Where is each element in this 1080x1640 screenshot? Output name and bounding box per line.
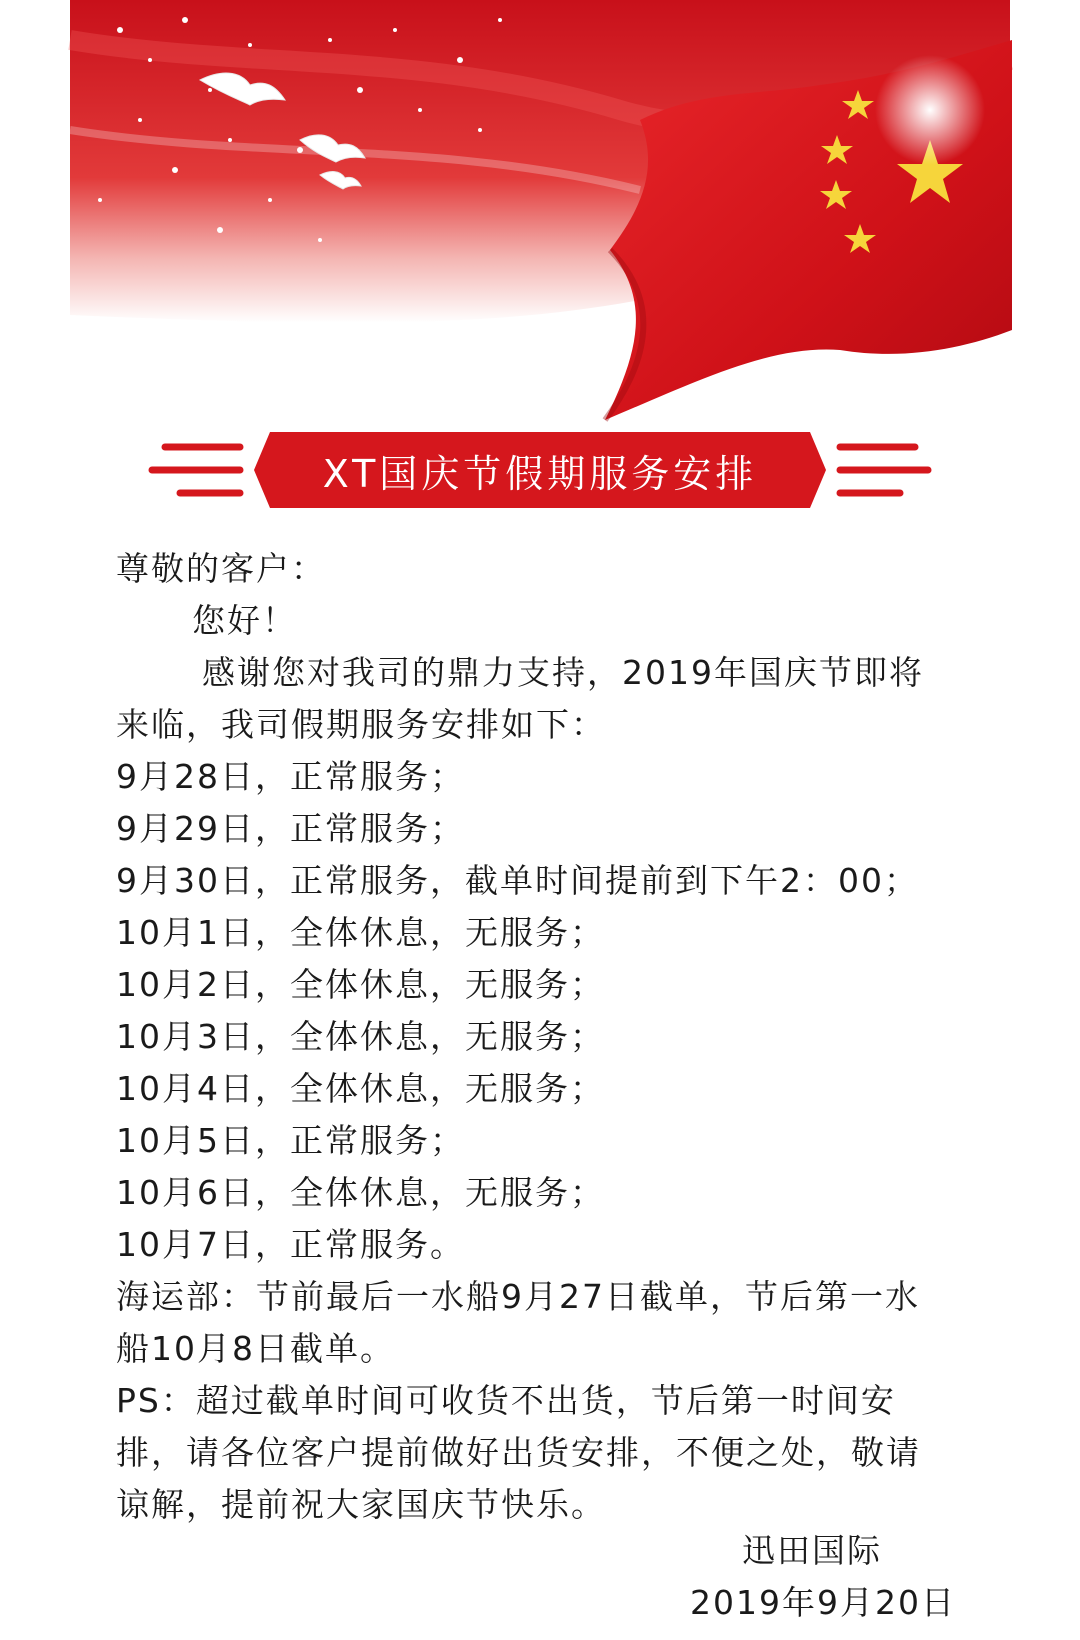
title-left-decoration <box>152 447 240 493</box>
ps-note: PS：超过截单时间可收货不出货，节后第一时间安 <box>116 1381 896 1420</box>
page-title: XT国庆节假期服务安排 <box>322 451 758 496</box>
ps-note: 排，请各位客户提前做好出货安排，不便之处，敬请 <box>116 1433 921 1472</box>
schedule-item: 10月5日，正常服务； <box>116 1121 465 1160</box>
salutation: 尊敬的客户： <box>116 549 326 588</box>
schedule-item: 10月3日，全体休息，无服务； <box>116 1017 605 1056</box>
title-right-decoration <box>840 447 928 493</box>
ps-note: 谅解，提前祝大家国庆节快乐。 <box>116 1485 606 1524</box>
sea-freight-note: 船10月8日截单。 <box>116 1329 395 1368</box>
greeting: 您好！ <box>192 601 297 640</box>
schedule-item: 10月6日，全体休息，无服务； <box>116 1173 605 1212</box>
company-name: 迅田国际 <box>742 1531 882 1570</box>
schedule-item: 9月28日，正常服务； <box>116 757 465 796</box>
schedule-list <box>116 751 976 1271</box>
letter-body <box>116 543 976 1531</box>
letter-date: 2019年9月20日 <box>690 1583 956 1622</box>
schedule-item: 9月29日，正常服务； <box>116 809 465 848</box>
schedule-item: 9月30日，正常服务，截单时间提前到下午2：00； <box>116 861 919 900</box>
schedule-item: 10月7日，正常服务。 <box>116 1225 465 1264</box>
banner-image <box>0 0 1080 430</box>
schedule-item: 10月2日，全体休息，无服务； <box>116 965 605 1004</box>
intro-line: 来临，我司假期服务安排如下： <box>116 705 606 744</box>
sea-freight-note: 海运部：节前最后一水船9月27日截单，节后第一水 <box>116 1277 920 1316</box>
schedule-item: 10月1日，全体休息，无服务； <box>116 913 605 952</box>
intro-line: 感谢您对我司的鼎力支持，2019年国庆节即将 <box>202 653 924 692</box>
schedule-item: 10月4日，全体休息，无服务； <box>116 1069 605 1108</box>
